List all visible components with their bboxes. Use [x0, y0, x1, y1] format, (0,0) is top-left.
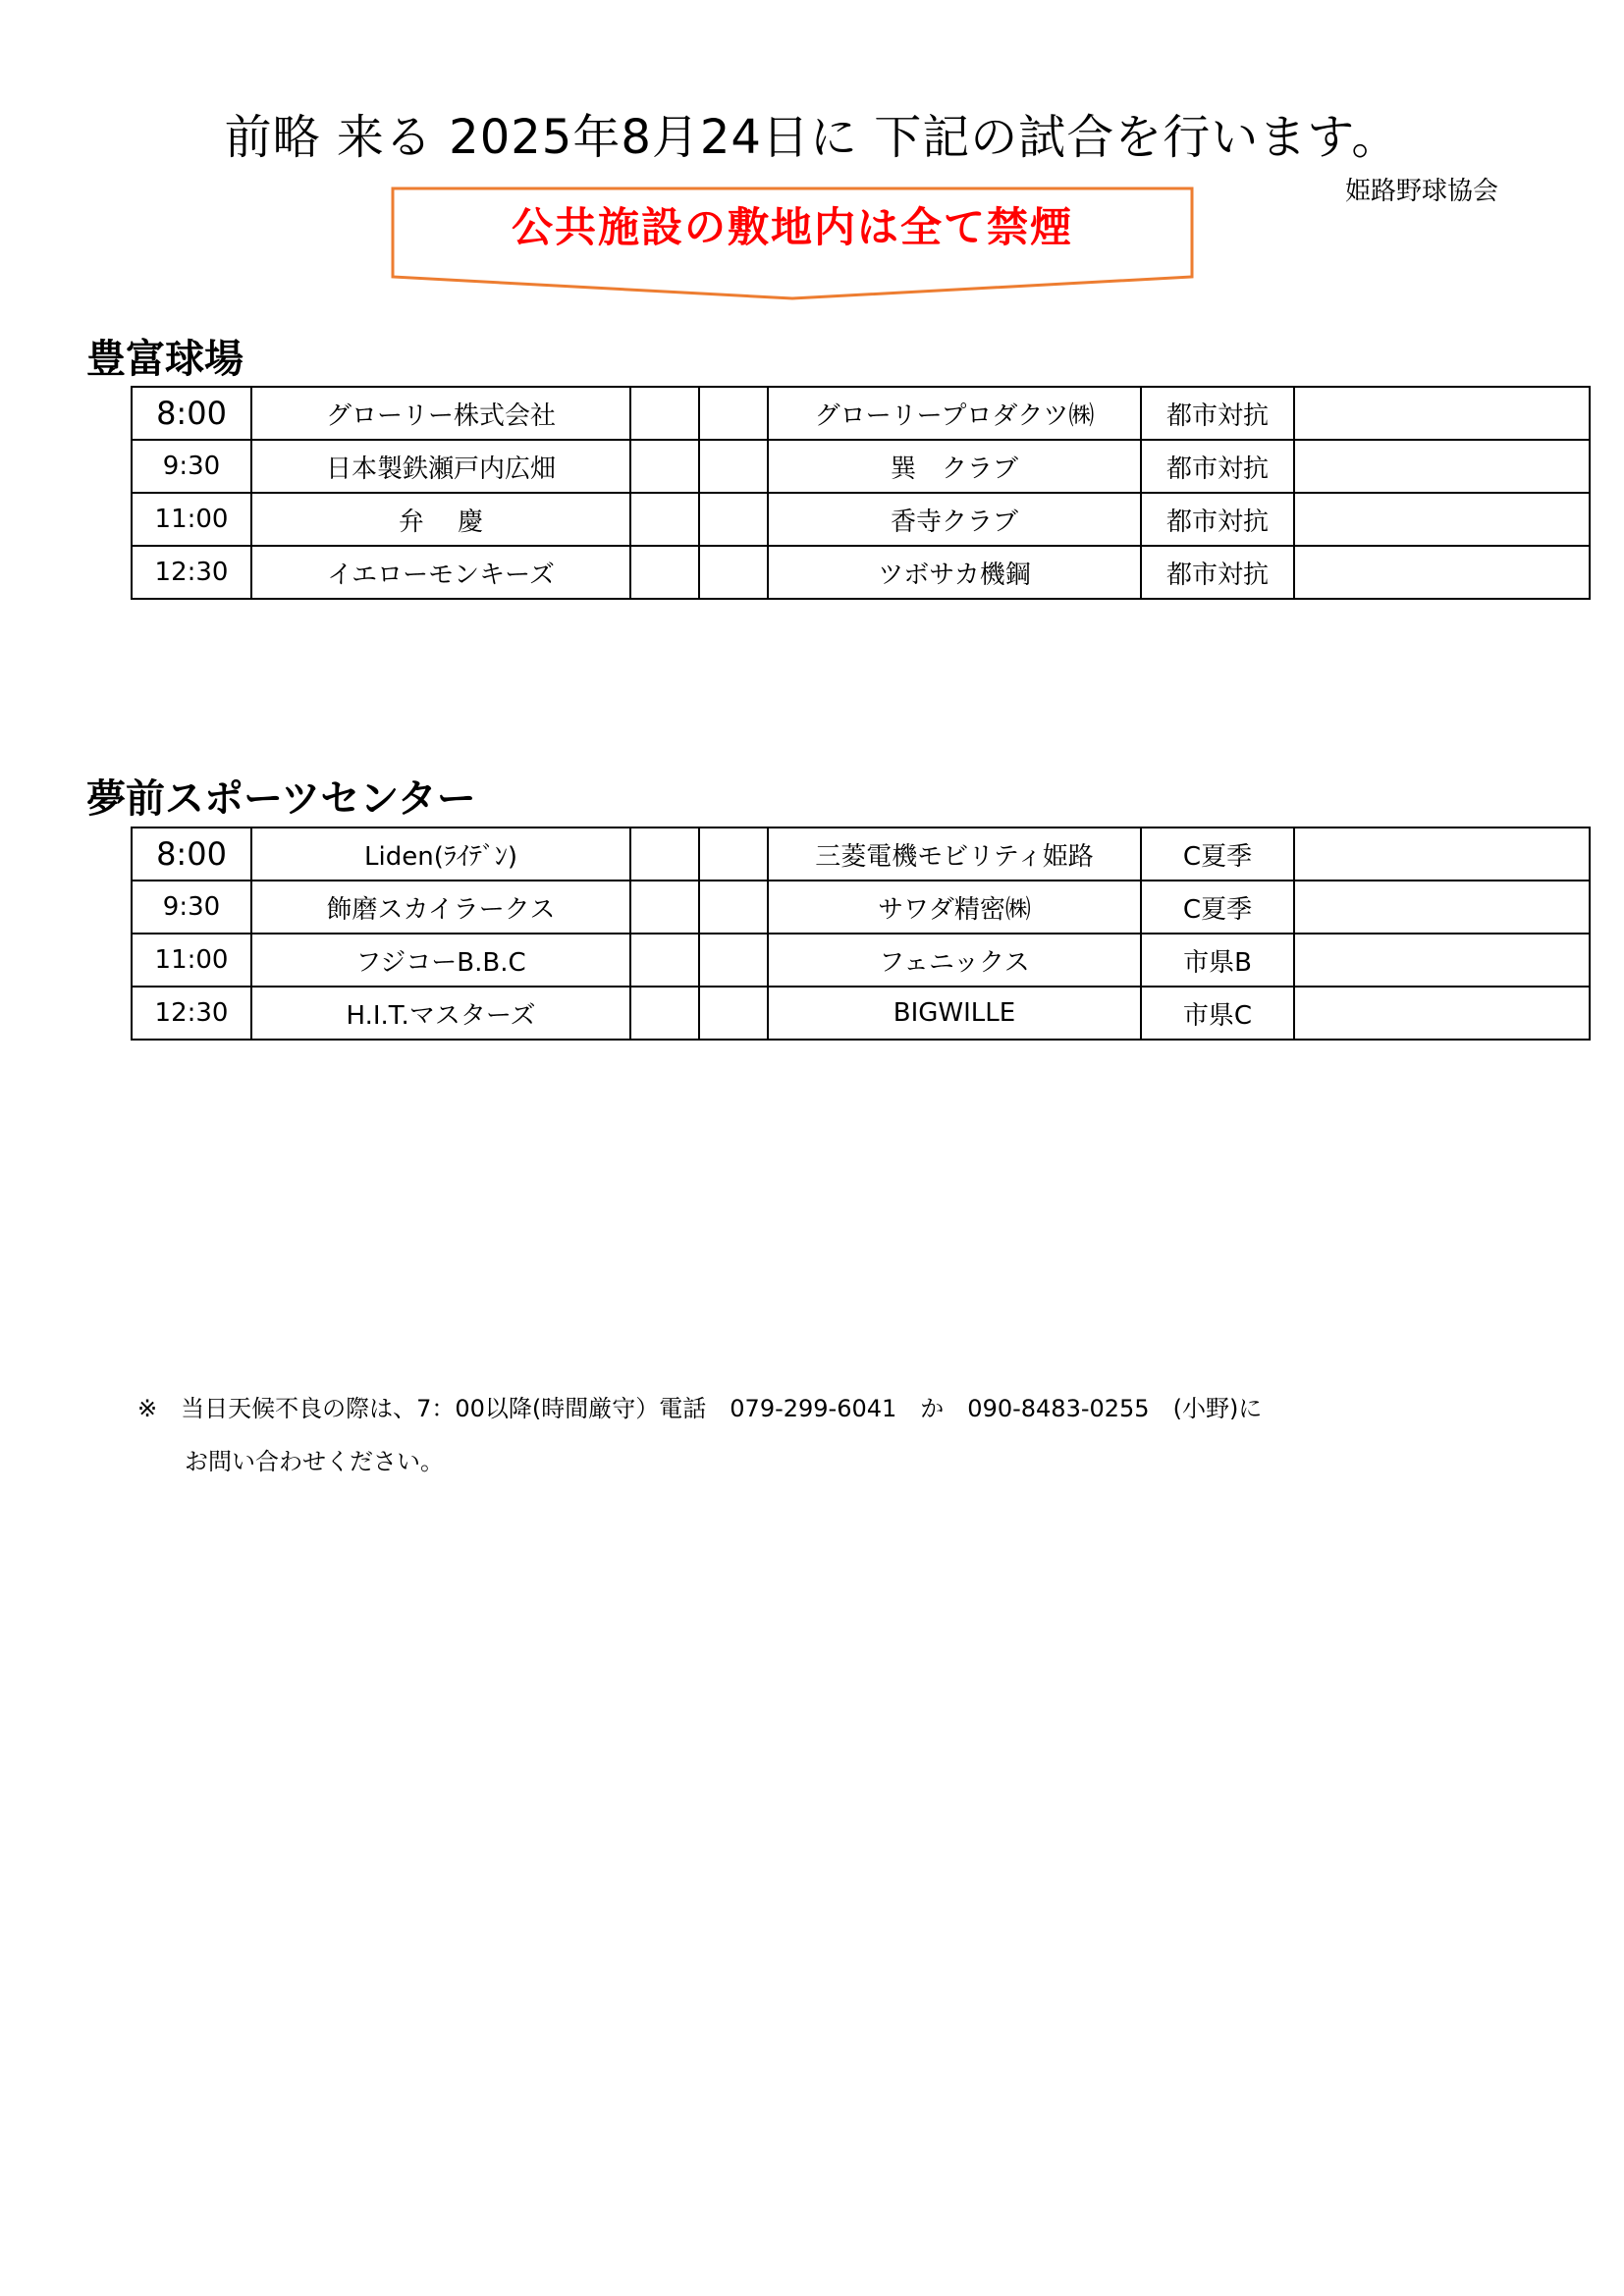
category-cell: 市県B — [1141, 934, 1294, 987]
score-cell — [630, 387, 699, 440]
score-cell — [699, 440, 768, 493]
time-cell: 9:30 — [132, 440, 251, 493]
time-cell: 8:00 — [132, 828, 251, 881]
time-cell: 12:30 — [132, 546, 251, 599]
remarks-cell — [1294, 881, 1590, 934]
team1-cell: Liden(ﾗｲﾃﾞﾝ) — [251, 828, 630, 881]
time-cell: 8:00 — [132, 387, 251, 440]
time-cell: 11:00 — [132, 493, 251, 546]
score-cell — [630, 546, 699, 599]
table-row — [132, 493, 1590, 546]
team2-cell: BIGWILLE — [768, 987, 1141, 1040]
team2-cell: グローリープロダクツ㈱ — [768, 387, 1141, 440]
score-cell — [630, 828, 699, 881]
remarks-cell — [1294, 934, 1590, 987]
category-cell: 都市対抗 — [1141, 493, 1294, 546]
association-name: 姫路野球協会 — [1345, 177, 1499, 206]
category-cell: 都市対抗 — [1141, 387, 1294, 440]
score-cell — [630, 881, 699, 934]
category-cell: C夏季 — [1141, 828, 1294, 881]
table-row — [132, 987, 1590, 1040]
category-cell: 都市対抗 — [1141, 440, 1294, 493]
table-row — [132, 881, 1590, 934]
table-row — [132, 934, 1590, 987]
score-cell — [630, 987, 699, 1040]
weather-note-line2: お問い合わせください。 — [185, 1448, 444, 1475]
team1-cell: 日本製鉄瀬戸内広畑 — [251, 440, 630, 493]
team1-cell: イエローモンキーズ — [251, 546, 630, 599]
team1-cell: フジコーB.B.C — [251, 934, 630, 987]
category-cell: 都市対抗 — [1141, 546, 1294, 599]
table-row — [132, 440, 1590, 493]
venue-title-toyotomi: 豊富球場 — [86, 337, 244, 382]
remarks-cell — [1294, 987, 1590, 1040]
score-cell — [630, 934, 699, 987]
score-cell — [699, 546, 768, 599]
team2-cell: フェニックス — [768, 934, 1141, 987]
schedule-table-toyotomi — [131, 386, 1591, 600]
team1-cell: 飾磨スカイラークス — [251, 881, 630, 934]
venue-title-yumesaki: 夢前スポーツセンター — [86, 776, 476, 822]
team2-cell: 巽 クラブ — [768, 440, 1141, 493]
score-cell — [699, 387, 768, 440]
team2-cell: 三菱電機モビリティ姫路 — [768, 828, 1141, 881]
no-smoking-banner — [391, 187, 1194, 302]
team2-cell: サワダ精密㈱ — [768, 881, 1141, 934]
time-cell: 9:30 — [132, 881, 251, 934]
schedule-table-yumesaki — [131, 827, 1591, 1041]
table-row — [132, 387, 1590, 440]
score-cell — [630, 440, 699, 493]
score-cell — [699, 987, 768, 1040]
score-cell — [630, 493, 699, 546]
banner-text: 公共施設の敷地内は全て禁煙 — [511, 203, 1073, 251]
team2-cell: 香寺クラブ — [768, 493, 1141, 546]
time-cell: 12:30 — [132, 987, 251, 1040]
score-cell — [699, 934, 768, 987]
time-cell: 11:00 — [132, 934, 251, 987]
team1-cell: グローリー株式会社 — [251, 387, 630, 440]
page-headline: 前略 来る 2025年8月24日に 下記の試合を行います。 — [224, 110, 1400, 165]
score-cell — [699, 881, 768, 934]
score-cell — [699, 493, 768, 546]
remarks-cell — [1294, 387, 1590, 440]
category-cell: 市県C — [1141, 987, 1294, 1040]
table-row — [132, 546, 1590, 599]
remarks-cell — [1294, 828, 1590, 881]
team2-cell: ツボサカ機鋼 — [768, 546, 1141, 599]
score-cell — [699, 828, 768, 881]
team1-cell: 弁 慶 — [251, 493, 630, 546]
table-row — [132, 828, 1590, 881]
remarks-cell — [1294, 493, 1590, 546]
weather-note-line1: ※ 当日天候不良の際は、7：00以降(時間厳守）電話 079-299-6041 か 090-8483-0255 (小野)に — [137, 1395, 1263, 1422]
remarks-cell — [1294, 546, 1590, 599]
team1-cell: H.I.T.マスターズ — [251, 987, 630, 1040]
category-cell: C夏季 — [1141, 881, 1294, 934]
remarks-cell — [1294, 440, 1590, 493]
